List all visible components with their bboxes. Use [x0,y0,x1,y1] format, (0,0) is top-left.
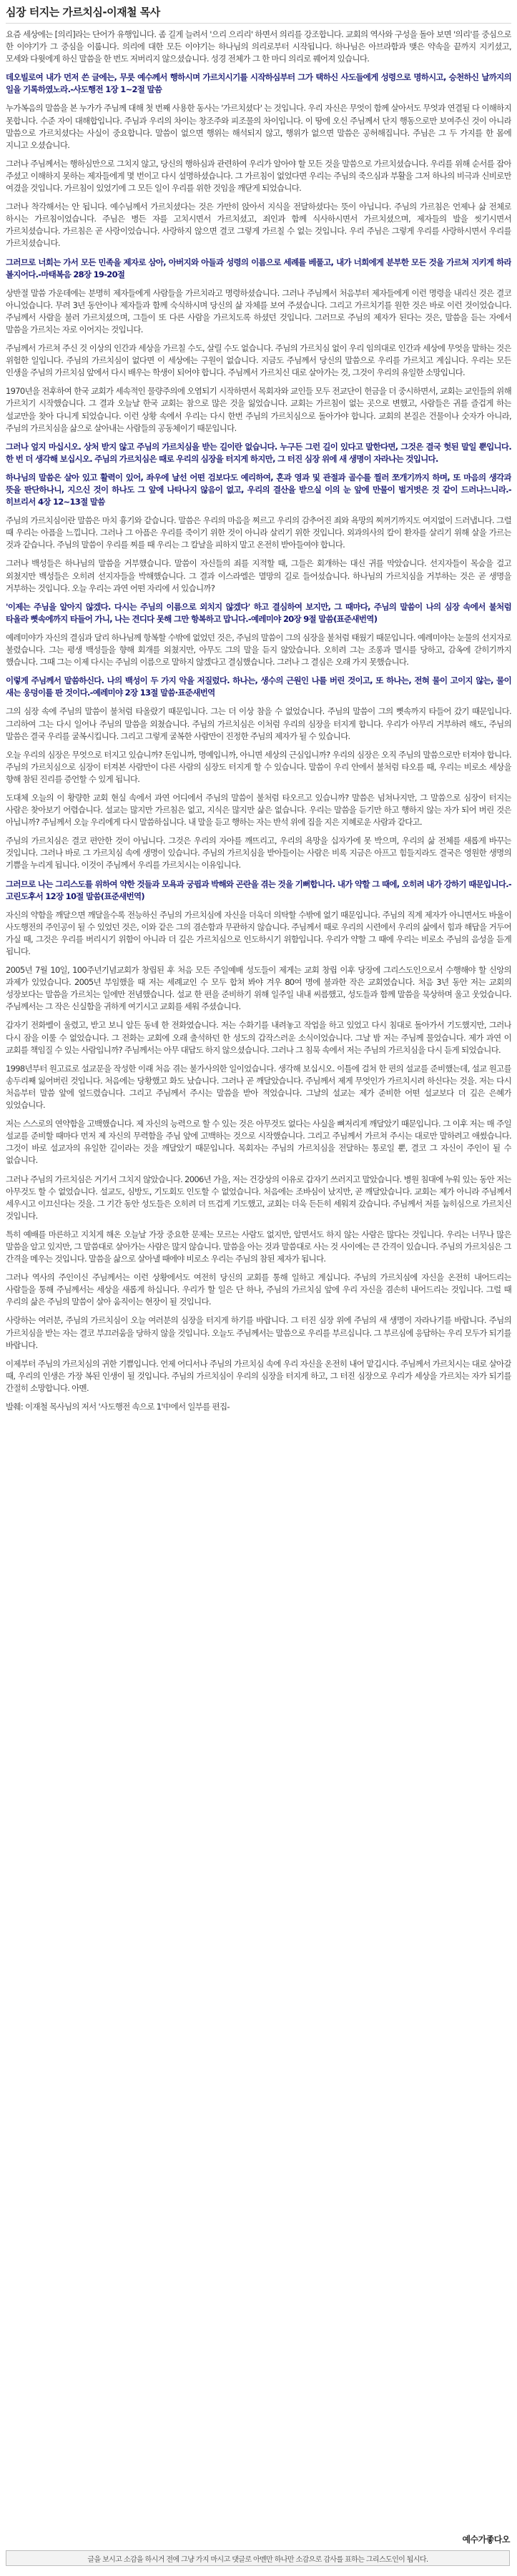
body-paragraph: 그러나 역사의 주인이신 주님께서는 이런 상황에서도 여전히 당신의 교회를 통해 일하고 계십니다. 주님의 가르치심에 자신을 온전히 내어드리는 사람들을 통해 주님께서는 세상을 새롭게 하십니다. 우리가 할 일은 단 하나, 주님의 가르치심 앞에 우리 자신을 겸손히 내어드리는 것입니다. 그럴 때 우리의 삶은 주님의 말씀이 살아 움직이는 현장이 될 것입니다. [6,1272,511,1307]
body-paragraph: 저는 스스로의 연약함을 고백했습니다. 제 자신의 능력으로 할 수 있는 것은 아무것도 없다는 사실을 뼈저리게 깨달았기 때문입니다. 그 이후 저는 매 주일 설교를 준비할 때마다 먼저 제 자신의 무력함을 주님 앞에 고백하는 것으로 시작했습니다. 그리고 주님께서 가르쳐 주시는 대로만 말하려고 애썼습니다. 그것이 바로 설교자의 유일한 길이라는 것을 깨달았기 때문입니다. 목회자는 주님의 가르치심을 전달하는 통로일 뿐, 결코 그 자신이 주인이 될 수 없습니다. [6,1119,511,1166]
body-paragraph: 자신의 약함을 깨달으면 깨달을수록 전능하신 주님의 가르치심에 자신을 더욱더 의탁할 수밖에 없기 때문입니다. 주님의 직계 제자가 아니면서도 바울이 사도행전의 주인공이 될 수 있었던 것은, 이와 같은 그의 겸손함과 무관하지 않습니다. 주님께서 때로 우리의 시련에서 우리의 삶에서 힘과 해답을 거두어 가실 때, 그것은 우리를 버리시기 위함이 아니라 더 깊은 가르치심으로 인도하시기 위함입니다. 우리가 약할 그 때에 우리는 비로소 주님의 음성을 듣게 됩니다. [6,909,511,956]
body-paragraph: 1970년을 전후하여 한국 교회가 세속적인 물량주의에 오염되기 시작하면서 목회자와 교인들 모두 전교단이 헌금을 더 중시하면서, 교회는 교인들의 위해 가르치기 시작했습니다. 그 결과 오늘날 한국 교회는 참으로 많은 것을 잃었습니다. 교회는 가르침이 없는 곳으로 변했고, 사람들은 귀를 즐겁게 하는 설교만을 찾아 다니게 되었습니다. 이런 상황 속에서 우리는 다시 한번 주님의 가르치심으로 돌아가야 합니다. 교회의 본질은 건물이나 숫자가 아니라, 주님의 가르치심을 삶으로 살아내는 사람들의 공동체이기 때문입니다. [6,386,511,433]
body-paragraph: 주님께서 가르쳐 주신 것 이상의 인간과 세상을 가르칠 수도, 살릴 수도 없습니다. 주님의 가르치심 없이 우리 임의대로 인간과 세상에 무엇을 말하는 것은 위험한 일입니다. 주님의 가르치심이 없다면 이 세상에는 구원이 없습니다. 지금도 주님께서 당신의 말씀으로 우리를 가르치고 계십니다. 우리는 모든 인생을 주님의 가르치심 앞에서 다시 배우는 학생이 되어야 합니다. 주님께서 가르치신 대로 살아가는 것, 그것이 우리의 유일한 소망입니다. [6,343,511,378]
body-paragraph: 2005년 7월 10일, 100주년기념교회가 창립된 후 처음 모든 주일예배 성도들이 제게는 교회 창립 이후 당장에 그리스도인으로서 수행해야 할 신앙의 과제가 있었습니다. 2005년 부임했을 때 저는 세례교인 수 모두 합쳐 봐야 겨우 80여 명에 불과한 작은 교회였습니다. 처음 3년 동안 저는 교회의 성장보다는 말씀을 가르치는 일에만 전념했습니다. 설교 한 편을 준비하기 위해 일주일 내내 씨름했고, 성도들과 함께 말씀을 묵상하며 울고 웃었습니다. 주님께서는 그 작은 신실함을 귀하게 여기시고 교회를 세워 주셨습니다. [6,965,511,1012]
body-paragraph: 갑자기 전화벨이 울렸고, 받고 보니 알든 동네 한 전화였습니다. 저는 수화기를 내려놓고 작업을 하고 있었고 다시 침대로 돌아가서 기도했지만, 그러나 다시 잠을 이룰 수 없었습니다. 그 전화는 교회에 오래 출석하던 한 성도의 갑작스러운 소식이었습니다. 그날 밤 저는 주님께 물었습니다. 제가 과연 이 교회를 책임질 수 있는 사람입니까? 주님께서는 아무 대답도 하지 않으셨습니다. 그러나 그 침묵 속에서 저는 주님의 가르치심을 다시 듣게 되었습니다. [6,1020,511,1055]
scripture-quote: 그러므로 너희는 가서 모든 민족을 제자로 삼아, 아버지와 아들과 성령의 이름으로 세례를 베풀고, 내가 너희에게 분부한 모든 것을 가르쳐 지키게 하라 볼지어다.-마태복음 28장 19-20절 [6,257,511,279]
body-paragraph: 그의 심장 속에 주님의 말씀이 불처럼 타올랐기 때문입니다. 그는 더 이상 참을 수 없었습니다. 주님의 말씀이 그의 뼛속까지 타들어 갔기 때문입니다. 그리하여 그는 다시 일어나 주님의 말씀을 외쳤습니다. 주님의 가르치심은 이처럼 우리의 심장을 터지게 합니다. 우리가 아무리 거부하려 해도, 주님의 말씀은 결국 우리를 굴복시킵니다. 그리고 그렇게 굴복한 사람만이 진정한 주님의 제자가 될 수 있습니다. [6,706,511,741]
body-paragraph: 그러나 주님께서는 행하심만으로 그치지 않고, 당신의 행하심과 관련하여 우리가 알아야 할 모든 것을 말씀으로 가르치셨습니다. 우리를 위해 순서를 잡아 주셨고 이해하지 못하는 제자들에게 몇 번이고 다시 설명하셨습니다. 그 가르침이 없었다면 우리는 주님의 죽으심과 부활을 그저 하나의 비극과 신비로만 여겼을 것입니다. 가르침이 있었기에 그 모든 일이 우리를 위한 것임을 깨닫게 되었습니다. [6,158,511,194]
body-paragraph: 상반절 말씀 가운데에는 분명히 제자들에게 사람들을 가르치라고 명령하셨습니다. 그러나 주님께서 처음부터 제자들에게 이런 명령을 내리신 것은 결코 아니었습니다. 무려 3년 동안이나 제자들과 함께 숙식하시며 당신의 삶 자체를 보여 주셨습니다. 그리고 가르치기를 원한 것은 바로 이런 것이었습니다. 주님께서 사람을 불러 가르치셨으며, 그들이 또 다른 사람을 가르치도록 하셨던 것입니다. 그러므로 주님의 제자가 된다는 것은, 말씀을 듣는 자에서 말씀을 가르치는 자로 이어지는 것입니다. [6,287,511,335]
footer-notice-text: 글을 보시고 소감을 하시거 전에 그냥 가지 마시고 댓글로 아멘만 하나만 소감으로 감사를 표하는 그리스도인이 됩시다. [87,2555,428,2564]
body-paragraph: 그러나 백성들은 하나님의 말씀을 거부했습니다. 말씀이 자신들의 죄를 지적할 때, 그들은 회개하는 대신 귀를 막았습니다. 선지자들이 목숨을 걸고 외쳤지만 백성들은 오히려 선지자들을 박해했습니다. 그 결과 이스라엘은 멸망의 길로 들어섰습니다. 하나님의 가르치심을 거부하는 것은 곧 생명을 거부하는 것입니다. 오늘 우리는 과연 어떤 자리에 서 있습니까? [6,558,511,593]
author-signature: 예수가좋다오 [462,2535,510,2545]
article [6,3,511,1412]
body-paragraph: 사랑하는 여러분, 주님의 가르치심이 오늘 여러분의 심장을 터지게 하기를 바랍니다. 그 터진 심장 위에 주님의 새 생명이 자라나기를 바랍니다. 주님의 가르치심을 받는 자는 결코 부끄러움을 당하지 않을 것입니다. 오늘도 주님께서는 말씀으로 우리를 부르십니다. 그 부르심에 응답하는 우리 모두가 되기를 바랍니다. [6,1315,511,1350]
body-paragraph: 그러나 주님의 가르치심은 거기서 그치지 않았습니다. 2006년 가을, 저는 건강상의 이유로 갑자기 쓰러지고 말았습니다. 병원 침대에 누워 있는 동안 저는 아무것도 할 수 없었습니다. 설교도, 심방도, 기도회도 인도할 수 없었습니다. 처음에는 조바심이 났지만, 곧 깨달았습니다. 교회는 제가 아니라 주님께서 세우시고 이끄신다는 것을. 그 기간 동안 성도들은 오히려 더 뜨겁게 기도했고, 교회는 더욱 든든히 세워져 갔습니다. 주님께서 저를 눕히심으로 가르치신 것입니다. [6,1174,511,1221]
body-paragraph: 예레미야가 자신의 결심과 달리 하나님께 항복할 수밖에 없었던 것은, 주님의 말씀이 그의 심장을 불처럼 태웠기 때문입니다. 예레미야는 눈물의 선지자로 불렸습니다. 그는 평생 백성들을 향해 회개를 외쳤지만, 아무도 그의 말을 듣지 않았습니다. 오히려 그는 조롱과 멸시를 당하고, 감옥에 갇히기까지 했습니다. 그때 그는 이제 다시는 주님의 이름으로 말하지 않겠다고 결심했습니다. 그러나 그 결심은 오래 가지 못했습니다. [6,632,511,668]
body-paragraph: 오늘 우리의 심장은 무엇으로 터지고 있습니까? 돈입니까, 명예입니까, 아니면 세상의 근심입니까? 우리의 심장은 오직 주님의 말씀으로만 터져야 합니다. 주님의 가르치심으로 심장이 터져본 사람만이 다른 사람의 심장도 터지게 할 수 있습니다. 말씀이 우리 안에서 불처럼 타오를 때, 우리는 비로소 세상을 향해 참된 진리를 증언할 수 있게 됩니다. [6,749,511,784]
body-paragraph: 주님의 가르치심은 결코 편안한 것이 아닙니다. 그것은 우리의 자아를 깨뜨리고, 우리의 욕망을 십자가에 못 박으며, 우리의 삶 전체를 새롭게 바꾸는 것입니다. 그러나 바로 그 가르치심 속에 생명이 있습니다. 주님의 가르치심을 받아들이는 사람은 비록 지금은 아프고 힘들지라도 결국은 영원한 생명의 기쁨을 누리게 됩니다. 이것이 주님께서 우리를 가르치시는 이유입니다. [6,836,511,871]
body-paragraph: 도대체 오늘의 이 황량한 교회 현실 속에서 과연 어디에서 주님의 말씀이 불처럼 타오르고 있습니까? 말씀은 넘쳐나지만, 그 말씀으로 심장이 터지는 사람은 찾아보기 어렵습니다. 설교는 많지만 가르침은 없고, 지식은 많지만 삶은 없습니다. 우리는 말씀을 듣기만 하고 행하지 않는 자가 되어 버린 것은 아닙니까? 주님께서 오늘 우리에게 다시 말씀하십니다. 내 말을 듣고 행하는 자는 반석 위에 집을 지은 지혜로운 사람과 같다고. [6,792,511,828]
scripture-quote: 그러므로 나는 그리스도를 위하여 약한 것들과 모욕과 궁핍과 박해와 곤란을 겪는 것을 기뻐합니다. 내가 약할 그 때에, 오히려 내가 강하기 때문입니다.-고린도후서 12장 10절 말씀(표준새번역) [6,878,511,901]
paragraph-list [6,29,511,1394]
body-paragraph: 이제부터 주님의 가르치심의 귀한 기쁨입니다. 언제 어디서나 주님의 가르치심 속에 우리 자신을 온전히 내어 맡깁시다. 주님께서 가르치시는 대로 살아갈 때, 우리의 인생은 가장 복된 인생이 될 것입니다. 주님의 가르치심이 우리의 심장을 터지게 하고, 그 터진 심장으로 우리가 세상을 가르치는 자가 되기를 간절히 소망합니다. 아멘. [6,1358,511,1393]
body-paragraph: 특히 예배를 마른하고 지치게 해온 오늘날 가장 중요한 문제는 모르는 사람도 없지만, 알면서도 하지 않는 사람은 많다는 것입니다. 우리는 너무나 많은 말씀을 알고 있지만, 그 말씀대로 살아가는 사람은 많지 않습니다. 말씀을 아는 것과 말씀대로 사는 것 사이에는 큰 간격이 있습니다. 주님의 가르치심은 그 간격을 메우는 것입니다. 말씀을 삶으로 살아낼 때에야 비로소 우리는 주님의 참된 제자가 됩니다. [6,1229,511,1264]
scripture-quote: 데오빌로여 내가 먼저 쓴 글에는, 무릇 예수께서 행하시며 가르치시기를 시작하심부터 그가 택하신 사도들에게 성령으로 명하시고, 승천하신 날까지의 일을 기록하였노라.-사도행전 1장 1~2절 말씀 [6,72,511,95]
body-paragraph: 그러나 착각해서는 안 됩니다. 예수님께서 가르치셨다는 것은 가만히 앉아서 지식을 전달하셨다는 뜻이 아닙니다. 주님의 가르침은 언제나 삶 전체로 하시는 가르침이었습니다. 주님은 병든 자를 고치시면서 가르치셨고, 죄인과 함께 식사하시면서 가르치셨으며, 제자들의 발을 씻기시면서 가르치셨습니다. 가르침은 곧 사랑이었습니다. 사랑하지 않으면 결코 그렇게 가르칠 수 없는 것입니다. 우리 주님은 그렇게 우리를 사랑하시면서 우리를 가르치셨습니다. [6,202,511,249]
article-title: 심장 터지는 가르치심-이재철 목사 [6,3,511,24]
scripture-quote: '이제는 주님을 알아지 않겠다. 다시는 주님의 이름으로 외치지 않겠다' 하고 결심하여 보지만, 그 때마다, 주님의 말씀이 나의 심장 속에서 불처럼 타올라 뼛속에까지 타들어 가니, 나는 견디다 못해 그만 항복하고 맙니다.-예레미야 20장 9절 말씀(표준새번역) [6,601,511,624]
scripture-quote: 이렇게 주님께서 말씀하신다. 나의 백성이 두 가지 악을 저질렀다. 하나는, 생수의 근원인 나를 버린 것이고, 또 하나는, 전혀 물이 고이지 않는, 물이 새는 웅덩이를 판 것이다.-예레미야 2장 13절 말씀·표준새번역 [6,675,511,698]
scripture-quote: 하나님의 말씀은 살아 있고 활력이 있어, 좌우에 날선 어떤 검보다도 예리하여, 혼과 영과 및 관절과 골수를 찔러 쪼개기까지 하며, 또 마음의 생각과 뜻을 판단하나니, 지으신 것이 하나도 그 앞에 나타나지 않음이 없고, 우리의 결산을 받으실 이의 눈 앞에 만물이 벌거벗은 것 같이 드러나느니라.-히브리서 4장 12~13절 말씀 [6,472,511,507]
body-paragraph: 주님의 가르치심이란 말씀은 마치 흉기와 같습니다. 말씀은 우리의 마음을 찌르고 우리의 감추어진 죄와 욕망의 찌꺼기까지도 여지없이 드러냅니다. 그럴 때 우리는 아픔을 느낍니다. 그러나 그 아픔은 우리를 죽이기 위한 것이 아니라 살리기 위한 것입니다. 외과의사의 칼이 환자를 살리기 위해 살을 가르는 것과 같습니다. 주님의 말씀이 우리를 찌를 때 우리는 그 칼날을 피하지 말고 온전히 받아들여야 합니다. [6,515,511,550]
article-body [6,29,511,2537]
source-citation: 발췌: 이재철 목사님의 저서 '사도행전 속으로 1'中에서 일부를 편집- [6,1402,230,1412]
body-paragraph: 누가복음의 말씀을 본 누가가 주님께 대해 첫 번째 사용한 동사는 '가르치셨다' 는 것입니다. 우리 자신은 무엇이 함께 살아서도 무엇과 연결될 다 이해하지 못합니다. 수준 자이 대해합입니다. 주님과 우리의 차이는 창조주와 피조물의 차이입니다. 이 땅에 오신 주님께서 단지 행동으로만 보여주신 것이 아니라 말씀으로 가르치셨다는 사실이 중요합니다. 말씀이 없으면 행위는 해석되지 않고, 행위가 없으면 말씀은 공허해집니다. 주님은 그 두 가지를 한 몸에 지니고 오셨습니다. [6,103,511,150]
body-paragraph: 1998년부터 원고료로 설교문을 작성한 이래 처음 겪는 불가사의한 일이었습니다. 생각해 보십시오. 이틀에 걸쳐 한 편의 설교를 준비했는데, 설교 원고를 송두리째 잃어버린 것입니다. 처음에는 당황했고 화도 났습니다. 그러나 곧 깨달았습니다. 주님께서 제게 무엇인가 가르치시려 하신다는 것을. 저는 다시 처음부터 말씀 앞에 엎드렸습니다. 그리고 주님께서 주시는 말씀을 받아 적었습니다. 그날의 설교는 제가 준비한 어떤 설교보다 더 깊은 은혜가 있었습니다. [6,1063,511,1111]
scripture-quote: 그러나 엎지 마십시오. 상처 받지 않고 주님의 가르치심을 받는 길이란 없습니다. 누구든 그런 길이 있다고 말한다면, 그것은 결국 헛된 말일 뿐입니다. 한 번 더 생각해 보십시오. 주님의 가르치심은 때로 우리의 심장을 터지게 하지만, 그 터진 심장 위에 새 생명이 자라나는 것입니다. [6,441,511,464]
body-paragraph: 요즘 세상에는 [의리]라는 단어가 유행입니다. 좀 길게 늘려서 '으리 으리리' 하면서 의리를 강조합니다. 교회의 역사와 구성을 돌아 보면 '의리'를 중심으로 한 이야기가 그 중심을 이룹니다. 의리에 대한 모든 이야기는 하나님의 의리로부터 시작됩니다. 하나님은 아브라함과 맺은 약속을 끝까지 지키셨고, 모세와 다윗에게 하신 말씀을 한 번도 저버리지 않으셨습니다. 성경 전체가 그 한 마디 의리로 꿰어져 있습니다. [6,29,511,64]
footer-notice [6,2550,510,2566]
